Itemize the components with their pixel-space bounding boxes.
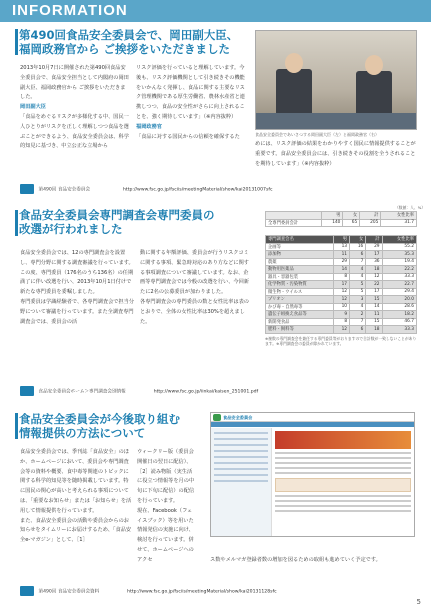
footer-link[interactable]: http://www.fsc.go.jp/iinkai/kaisen_251001.pdf [153,389,259,395]
committee-value-cell: 14 [333,266,349,274]
committee-name-cell: 専門調査会名 [266,236,334,244]
site-name: 食品安全委員会 [223,415,253,420]
url-icon [20,184,34,194]
section2-footer [20,386,258,396]
table-unit: （数値：人、%） [395,205,426,210]
section3-col3 [210,556,415,566]
committee-value-cell: 女性比率 [382,236,416,244]
total-ratio: 31.7 [381,219,417,227]
th-male: 男 [322,212,343,220]
committee-value-cell: 12 [333,326,349,334]
committee-value-cell: 4 [350,273,366,281]
committee-value-cell: 20.0 [382,296,416,304]
committee-value-cell: 女 [350,236,366,244]
committee-value-cell: 12 [333,296,349,304]
title-bar [15,210,18,236]
committee-name-cell: 化学物質・汚染物質 [266,281,334,289]
committee-value-cell: 29.4 [382,288,416,296]
page-number: 5 [416,598,421,606]
committee-value-cell: 10 [333,303,349,311]
col2-text-b: 各専門調査会の専門委員の数と女性比率は表のとおりで、全体の女性比率は30%を超えました。 [140,298,249,325]
committee-value-cell: 11 [366,311,382,319]
committee-value-cell: 11 [333,251,349,259]
th-ratio: 女性比率 [381,212,417,220]
committee-header-row [266,236,417,244]
footer-label: 第490回 食品安全委員会 [38,187,91,193]
th-female: 女 [343,212,360,220]
section-minister-greeting [7,26,424,196]
committee-value-cell: 8 [333,318,349,326]
committee-value-cell: 16 [350,243,366,251]
total-female: 65 [343,219,360,227]
committee-name-cell: 新開発食品 [266,318,334,326]
committee-value-cell: 5 [350,288,366,296]
section3-footer [20,586,277,596]
committee-value-cell: 22 [366,281,382,289]
committee-value-cell: 46.7 [382,318,416,326]
title-bar [15,29,18,55]
site-nav [211,422,414,427]
col3-text: ス数やメルマガ登録者数の増加を図るための取組も進めていく予定です。 [210,557,381,563]
committee-row [266,266,417,274]
committee-name-cell: 微生物・ウイルス [266,288,334,296]
committee-value-cell: 3 [350,296,366,304]
committee-value-cell: 29 [333,258,349,266]
footer-label: 食品安全委員会ホーム＞専門調査会別情報 [38,389,126,395]
section-info-provision [7,410,424,595]
committee-value-cell: 5 [350,281,366,289]
section-title: 第490回食品安全委員会で、岡田副大臣、福岡政務官から ご挨拶をいただきました [19,28,239,56]
committee-name-cell: 動物用医薬品 [266,266,334,274]
col2-text-b: 現在、Facebook（フェイスブック）等を用いた情報発信の実施に向け、検討を行っています。併せて、ホームページへのアクセ [137,507,194,563]
section-title: 食品安全委員会が今後取り組む 情報提供の方法について [19,412,180,440]
committee-name-cell: 農薬 [266,258,334,266]
col2-text-b: 「食品に対する国民からの信頼を確保するた [136,133,240,140]
committee-name-cell: 遺伝子組換え食品等 [266,311,334,319]
th-blank [266,212,322,220]
committee-name-cell: プリオン [266,296,334,304]
committee-row [266,258,417,266]
photo-caption: 食品安全委員会であいさつする岡田副大臣（左）と福岡政務官（右） [255,132,379,137]
committee-row [266,273,417,281]
committee-name-cell: かび毒・自然毒等 [266,303,334,311]
section-title: 食品安全委員会専門調査会専門委員の改選が行われました [19,208,215,236]
committee-value-cell: 14 [366,303,382,311]
committee-value-cell: 6 [350,251,366,259]
committee-row [266,296,417,304]
table-note: ※複数の専門調査会を兼任する専門委員等がおりますので合計数が一致しないことがあります。※専門調査会の委員が除かれています。 [265,336,417,347]
meeting-photo [255,30,417,130]
committee-value-cell: 22.7 [382,281,416,289]
total-sum: 205 [360,219,381,227]
committee-value-cell: 22.2 [382,266,416,274]
committee-value-cell: 28.6 [382,303,416,311]
col2-text: ウィークリー版（委員会開催日の翌日に配信）、［2］読み物版（実生活に役立つ情報等を月の中旬に下旬に配信）の配信を行っています。 [137,449,195,504]
committee-value-cell: 29 [366,243,382,251]
col1-text-b: 「食品をめぐるリスクが多様化する中、国民一人ひとりがリスクを正しく理解しつつ食品を選ぶことができるよう、食品安全委員会は、科学的知見に基づき、中立公正な立場から [20,113,129,150]
committee-value-cell: 17 [333,281,349,289]
committee-value-cell: 13 [333,243,349,251]
col2-text: 動に関する年額評価、委員会が行うリスクコミに関する事項、緊急時対応のあり方などに関する事項調査について審議しています。なお、企画等専門調査会では今般の改選を行い、今回新たに2名の公募委員が加わりました。 [140,250,249,296]
th-total: 計 [360,212,381,220]
subhead-fukuoka: 福岡政務官 [136,123,162,130]
committee-row [266,251,417,259]
committee-value-cell: 6 [350,326,366,334]
footer-link[interactable]: http://www.fsc.go.jp/fsciis/meetingMaterial/show/kai20131007sfc [122,187,273,193]
committee-value-cell: 男 [333,236,349,244]
site-banner [275,431,411,449]
committee-value-cell: 55.2 [382,243,416,251]
section2-col1 [20,249,135,327]
committee-value-cell: 7 [350,258,366,266]
total-table [265,211,417,227]
title-bar [15,413,18,439]
committee-value-cell: 18.2 [382,311,416,319]
col1-text-b: 専門委員は学識経験者で、各専門調査会で担当分野について審議を行っています。また全調査専門調査会では、委員会の活 [20,298,135,325]
committee-value-cell: 35.3 [382,251,416,259]
committee-row [266,311,417,319]
total-label: 全専門委員会計 [266,219,322,227]
total-male: 140 [322,219,343,227]
section-expert-committee [7,205,424,400]
committee-value-cell: 9 [333,311,349,319]
committee-value-cell: 計 [366,236,382,244]
committee-row [266,281,417,289]
committee-value-cell: 17 [366,251,382,259]
committee-row [266,326,417,334]
committee-row [266,288,417,296]
committee-value-cell: 36 [366,258,382,266]
subhead-okada: 岡田副大臣 [20,104,46,111]
col1-text: 食品安全委員会では、季刊誌「食品安全」のほか、ホームページにおいて、委員会や専門調査会等の資料や概要、食中毒等関連のトピックに関する科学的知見等を随時掲載しています。特に国民の関心が高いと考えられる事項については、「重要なお知らせ」または「お知らせ」を活用して情報提供を行っています。 [20,449,132,514]
committee-value-cell: 7 [350,318,366,326]
section2-col2 [140,249,252,327]
committee-value-cell: 33.3 [382,273,416,281]
committee-value-cell: 8 [333,273,349,281]
committee-value-cell: 12 [366,273,382,281]
col2-text: リスク評価を行っていると理解しています。今後も、リスク評価機関として引き続きその機能をいかんなく発揮し、食品に関する主要なリスク管理機関である厚生労働省、農林水産省と連携しつつ、食品の安全性がさらに向上されることを、強く期待しています」（※内容抜粋） [136,65,245,120]
committee-value-cell: 19.4 [382,258,416,266]
section1-col3 [255,140,417,169]
committee-value-cell: 18 [366,266,382,274]
committee-value-cell: 33.3 [382,326,416,334]
committee-row [266,243,417,251]
section3-col1 [20,448,132,546]
section3-col2 [137,448,197,566]
col3-text: めには、リスク評価の結果をわかりやすく国民に情報提供することが重要です。食品安全委員会には、引き続きその役割を全うされることを期待しています」（※内容抜粋） [255,141,416,167]
footer-label: 第490回 食品安全委員会資料 [38,589,100,595]
website-screenshot [210,412,415,537]
committee-value-cell: 17 [366,288,382,296]
committee-name-cell: 器具・容器包装 [266,273,334,281]
committee-row [266,318,417,326]
col1-text: 2013年10月7日に開催された第490回食品安全委員会で、食品安全担当として内閣府の岡田副大臣、福岡政務官から ご挨拶をいただきました。 [20,65,129,101]
committee-name-cell: 肥料・飼料等 [266,326,334,334]
site-header [211,413,414,422]
footer-link[interactable]: http://www.fsc.go.jp/fsciis/meetingMaterial/show/kai20131128sfc [127,589,277,595]
url-icon [20,386,34,396]
committee-name-cell: 添加物 [266,251,334,259]
section1-footer [20,184,273,194]
committee-value-cell: 4 [350,303,366,311]
committee-value-cell: 15 [366,318,382,326]
section1-col2 [136,64,246,142]
section1-col1 [20,64,130,152]
site-logo-icon [213,414,221,421]
committee-value-cell: 12 [333,288,349,296]
header-title: INFORMATION [12,2,128,19]
committee-value-cell: 15 [366,296,382,304]
col1-text: 食品安全委員会では、12の専門調査会を設置し、専門分野に関する調査審議を行っています。この度、専門委員（176名のうち136名）の任期満了に伴い改選を行い、2013年10月1日付けで新たな専門委員を委嘱しました。 [20,250,134,296]
committee-name-cell: 企画等 [266,243,334,251]
committee-row [266,303,417,311]
col1-text-b: また、食品安全委員会の活動や委員会からのお知らせをタイムリーにお届けするため、「食品安全e-マガジン」として、［1］ [20,517,132,544]
page-header [0,0,431,22]
committee-value-cell: 18 [366,326,382,334]
url-icon [20,586,34,596]
committee-table [265,235,417,334]
committee-value-cell: 4 [350,266,366,274]
committee-value-cell: 2 [350,311,366,319]
